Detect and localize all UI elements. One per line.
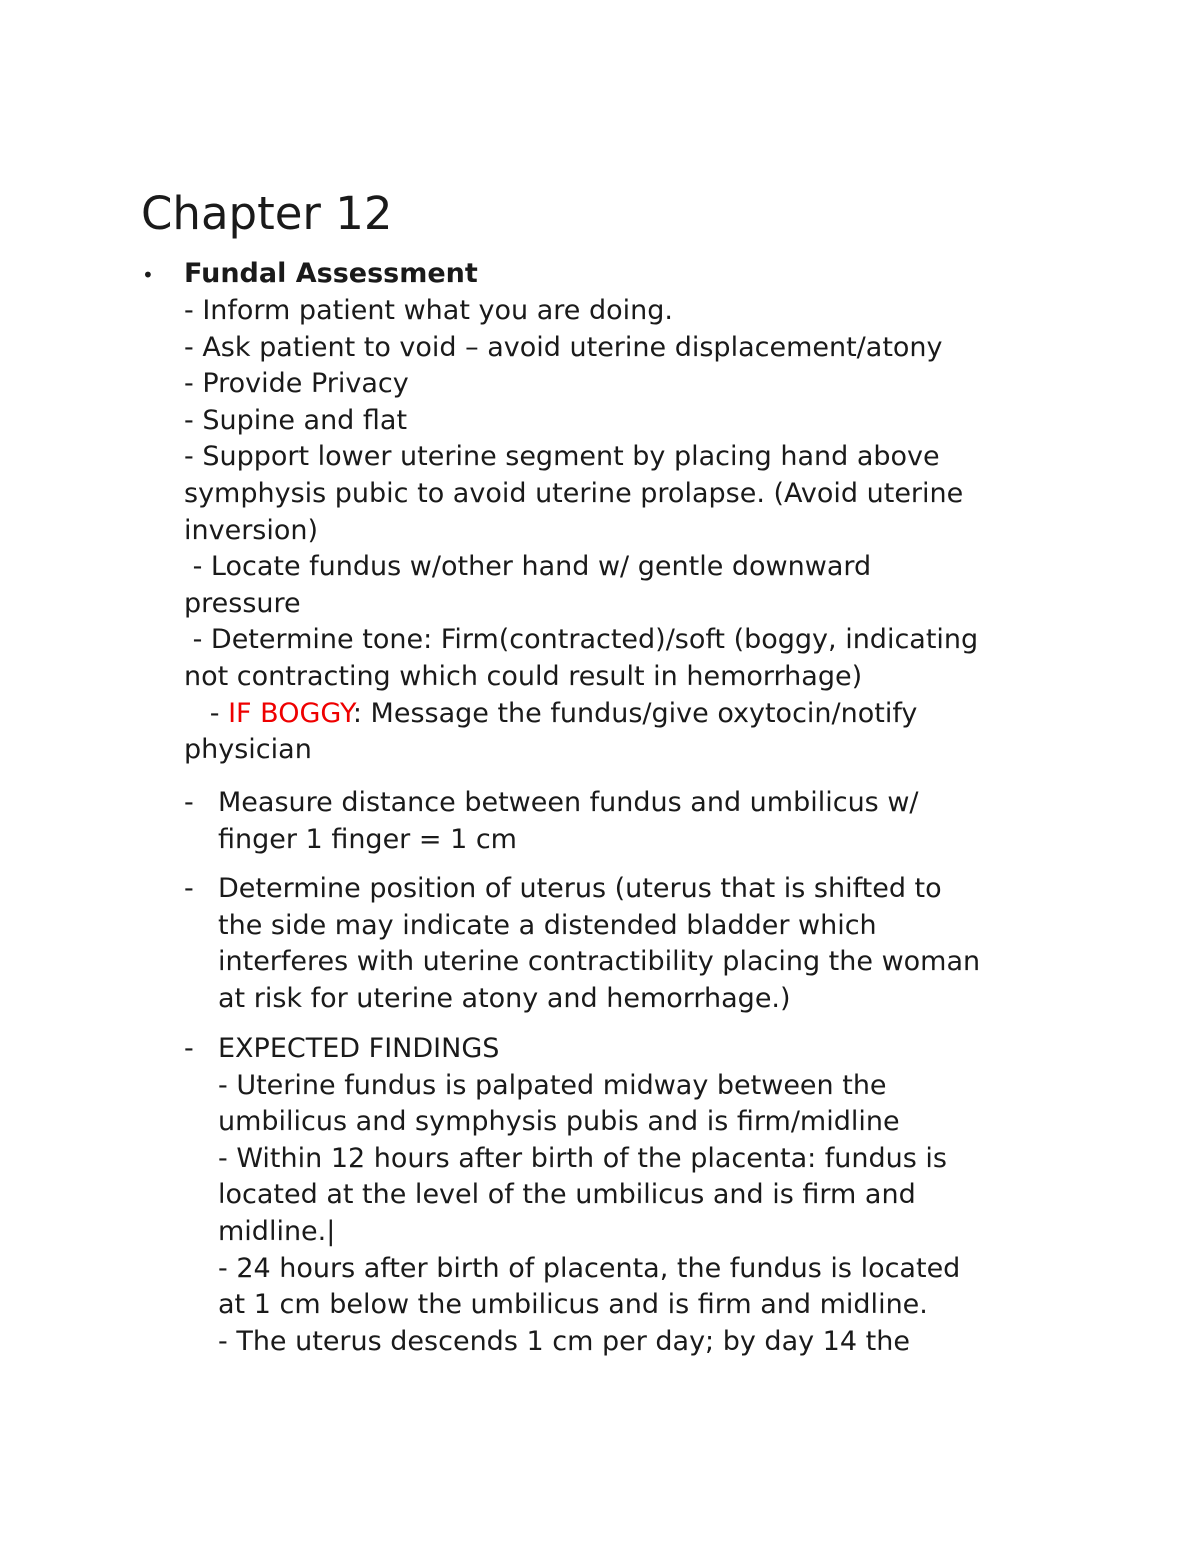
expected-findings-text	[218, 1031, 1078, 1360]
dash-marker: -	[184, 1033, 194, 1064]
expected-line: located at the level of the umbilicus and is firm and	[218, 1179, 916, 1211]
step-line: - Support lower uterine segment by placing hand above	[184, 441, 940, 473]
expected-line: - The uterus descends 1 cm per day; by day 14 the	[218, 1325, 910, 1357]
measure-line: Measure distance between fundus and umbilicus w/	[218, 787, 919, 818]
step-line: not contracting which could result in hemorrhage)	[184, 660, 863, 692]
step-line: - Determine tone: Firm(contracted)/soft (boggy, indicating	[184, 624, 979, 656]
dash-marker: -	[184, 787, 194, 818]
step-line: pressure	[184, 587, 301, 619]
bullet-icon: •	[142, 263, 154, 287]
step-line: - Ask patient to void – avoid uterine displacement/atony	[184, 331, 943, 363]
boggy-rest: : Message the fundus/give oxytocin/notify	[352, 697, 918, 729]
expected-line: at 1 cm below the umbilicus and is firm and midline.	[218, 1289, 928, 1321]
expected-line: umbilicus and symphysis pubis and is firm/midline	[218, 1106, 900, 1138]
expected-line: - Uterine fundus is palpated midway between the	[218, 1069, 887, 1101]
step-line: - Locate fundus w/other hand w/ gentle downward	[184, 551, 872, 583]
boggy-flag: IF BOGGY	[228, 697, 353, 729]
expected-line: midline.|	[218, 1215, 336, 1247]
chapter-title: Chapter 12	[141, 187, 393, 240]
section-heading: Fundal Assessment	[184, 258, 478, 289]
step-line: - Supine and flat	[184, 404, 408, 436]
assessment-steps	[184, 293, 1084, 769]
expected-line: - 24 hours after birth of placenta, the fundus is located	[218, 1252, 961, 1284]
boggy-warning-line	[184, 696, 1084, 733]
step-line: - Inform patient what you are doing.	[184, 295, 673, 326]
boggy-prefix: -	[184, 697, 229, 729]
position-text	[218, 871, 1078, 1017]
dash-marker: -	[184, 873, 194, 904]
step-line: symphysis pubic to avoid uterine prolapse. (Avoid uterine	[184, 477, 964, 509]
expected-line: - Within 12 hours after birth of the placenta: fundus is	[218, 1142, 947, 1174]
boggy-line-2: physician	[184, 734, 312, 766]
step-line: - Provide Privacy	[184, 368, 409, 400]
position-line: Determine position of uterus (uterus that is shifted to	[218, 873, 942, 904]
position-line: at risk for uterine atony and hemorrhage.)	[218, 982, 791, 1014]
step-line: inversion)	[184, 514, 319, 546]
position-line: the side may indicate a distended bladder which	[218, 909, 877, 941]
measure-text	[218, 785, 1078, 858]
expected-heading: EXPECTED FINDINGS	[218, 1033, 500, 1064]
measure-line: finger 1 finger = 1 cm	[218, 823, 517, 855]
position-line: interferes with uterine contractibility placing the woman	[218, 946, 981, 978]
